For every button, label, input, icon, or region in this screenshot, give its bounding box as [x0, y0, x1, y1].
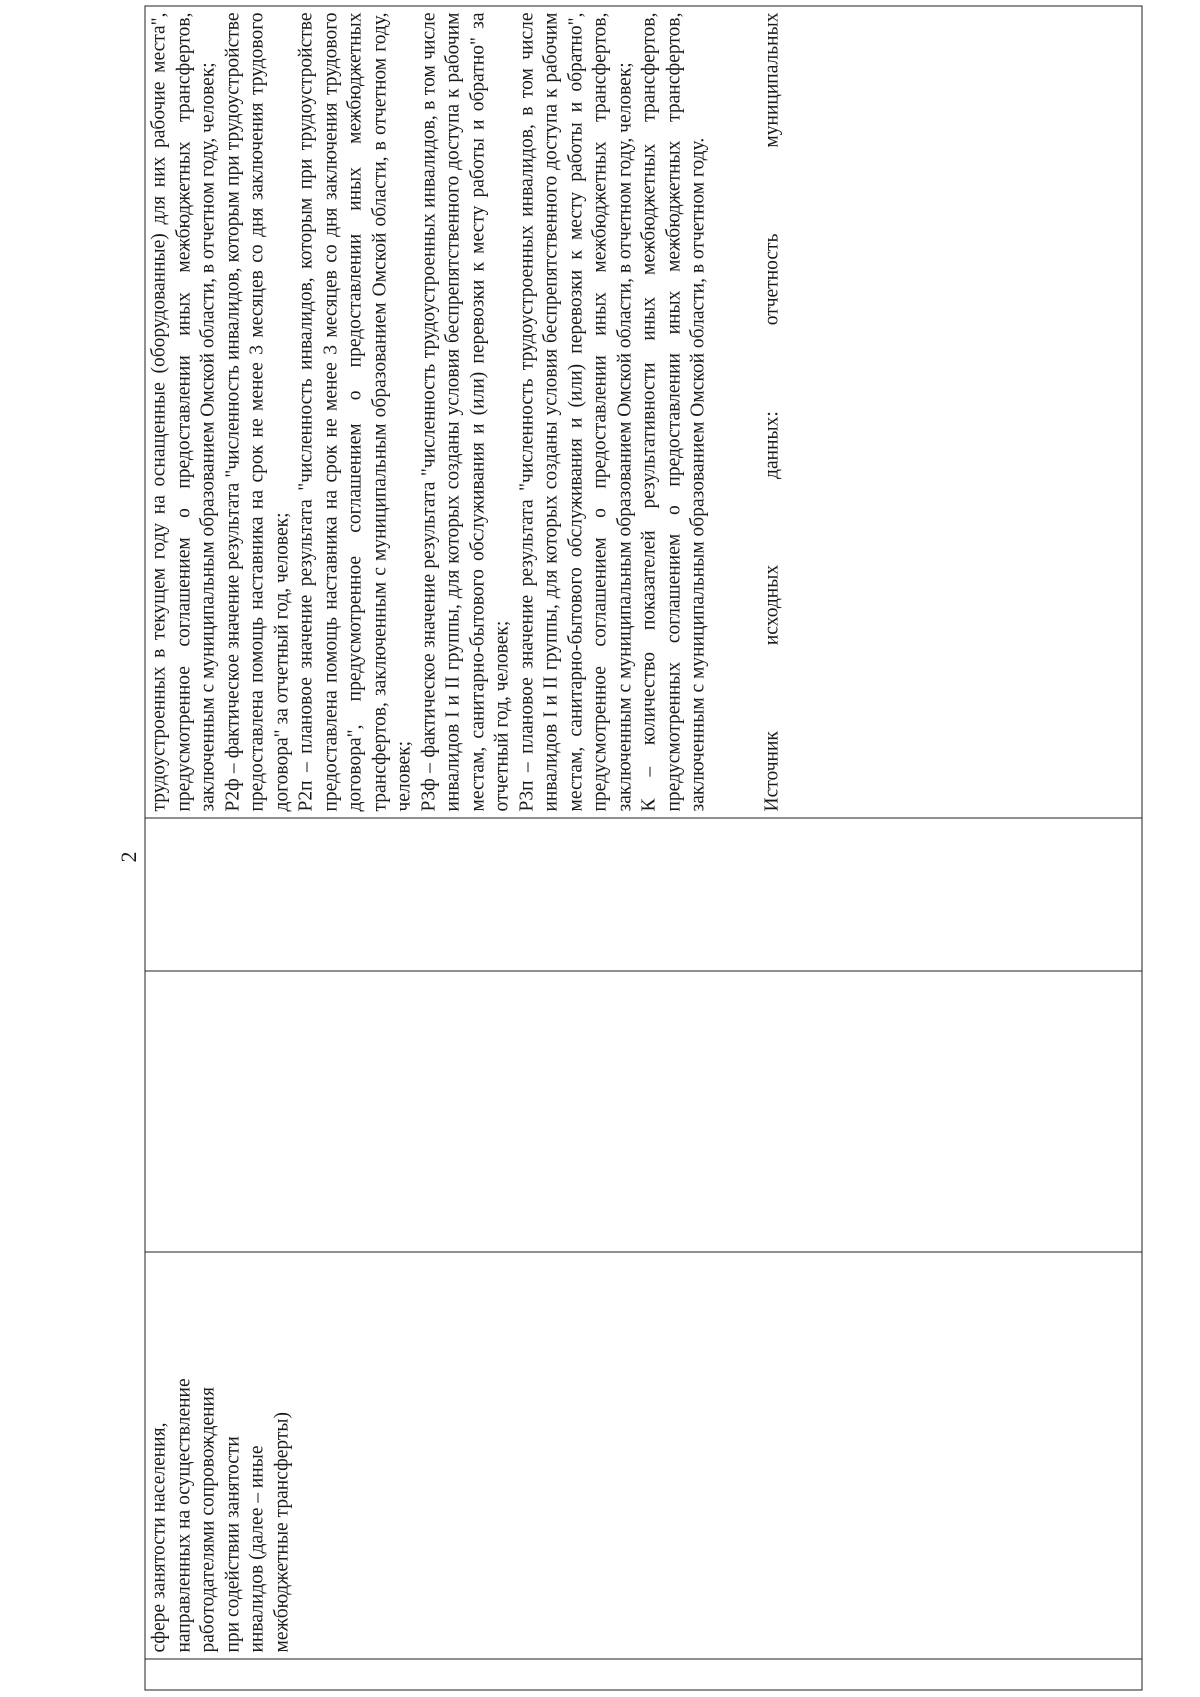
indicator-name-line: при содействии занятости: [222, 1436, 243, 1653]
method-paragraph: Р2ф – фактическое значение результата "численность инвалидов, которым при трудоустройстве предоставлена помощь наставника на срок не менее 3 месяцев со дня заключения трудового договора" за отчетный год, человек;: [222, 12, 292, 812]
indicator-name-line: межбюджетные трансферты): [271, 1412, 292, 1653]
empty-cell: [145, 818, 1142, 971]
method-paragraph: К – количество показателей результативности иных межбюджетных трансфертов, предусмотренных соглашением о предоставлении иных межбюджетных трансфертов, заключенным с муниципальным образованием Омской области, в отчетном году.: [638, 12, 709, 812]
table-row: [145, 6, 1142, 1690]
number-cell: [145, 1659, 1142, 1690]
source-word: данных:: [761, 411, 782, 479]
indicator-table: [145, 6, 1143, 1691]
empty-cell: [145, 971, 1142, 1252]
page-number: 2: [116, 851, 141, 863]
data-source-line: [760, 13, 785, 812]
source-word: Источник: [761, 731, 782, 812]
source-word: отчетность: [761, 233, 782, 326]
method-paragraph: Р3п – плановое значение результата "численность трудоустроенных инвалидов, в том числе инвалидов I и II группы, для которых созданы условия беспрепятственного доступа к рабочим местам, санитарно-бытового обслуживания и (или) перевозки к месту работы и обратно", предусмотренное соглашением о предоставлении иных межбюджетных трансфертов, заключенным с муниципальным образованием Омской области, в отчетном году, человек;: [516, 12, 635, 812]
indicator-name-line: инвалидов (далее – иные: [246, 1445, 268, 1653]
source-word: муниципальных: [761, 12, 782, 148]
indicator-name-line: направленных на осуществление: [173, 1378, 194, 1653]
method-paragraph: трудоустроенных в текущем году на оснащенные (оборудованные) для них рабочие места", предусмотренное соглашением о предоставлении иных межбюджетных трансфертов, заключенным с муниципальным образованием Омской области, в отчетном году, человек;: [148, 12, 219, 812]
indicator-name-line: сфере занятости населения,: [148, 1422, 170, 1653]
indicator-name-cell: [145, 1252, 1142, 1659]
source-word: исходных: [761, 564, 782, 646]
method-paragraph: Р3ф – фактическое значение результата "численность трудоустроенных инвалидов, в том числе инвалидов I и II группы, для которых созданы условия беспрепятственного доступа к рабочим местам, санитарно-бытового обслуживания и (или) перевозки к месту работы и обратно" за отчетный год, человек;: [418, 12, 513, 812]
method-paragraph: Р2п – плановое значение результата "численность инвалидов, которым при трудоустройстве предоставлена помощь наставника на срок не менее 3 месяцев со дня заключения трудового договора", предусмотренное соглашением о предоставлении иных межбюджетных трансфертов, заключенным с муниципальным образованием Омской области, в отчетном году, человек;: [295, 12, 415, 812]
rotated-table-wrapper: [145, 6, 1143, 1691]
indicator-name-line: работодателями сопровождения: [197, 1387, 219, 1653]
calculation-method-cell: [145, 6, 1142, 818]
spacer: [711, 13, 760, 812]
